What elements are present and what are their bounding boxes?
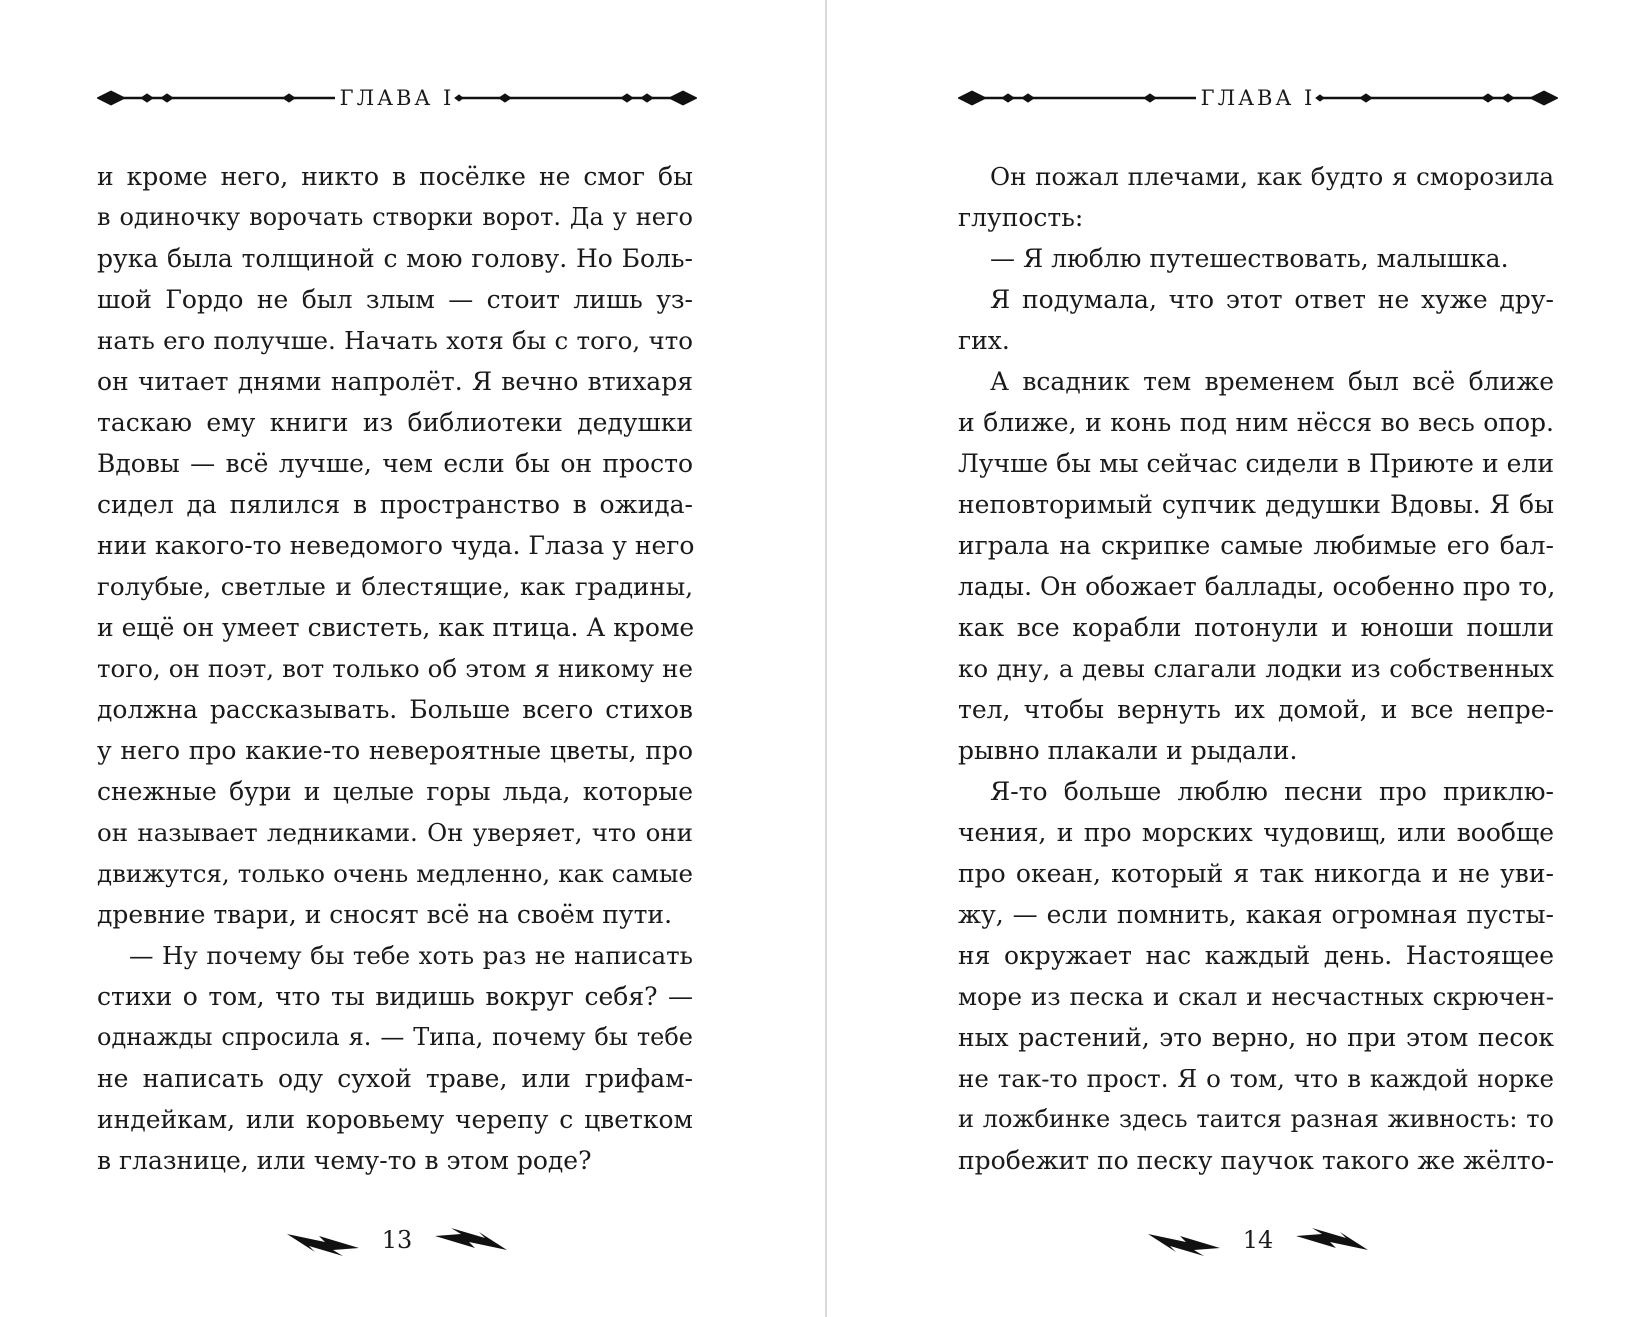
text-line: снежные бури и целые горы льда, которые (97, 777, 693, 806)
text-line: тел, чтобы вернуть их домой, и все непре- (958, 695, 1554, 724)
text-line: однажды спросила я. — Типа, почему бы тебе (97, 1023, 693, 1051)
page-number: 13 (381, 1226, 413, 1254)
text-line: чения, и про морских чудовищ, или вообще (958, 818, 1554, 847)
text-line: жу, — если помнить, какая огромная пусты- (958, 900, 1554, 929)
text-line: — Я люблю путешествовать, малышка. (990, 244, 1509, 273)
right-page (958, 0, 1558, 1317)
left-page (97, 0, 697, 1317)
text-line: ня окружает нас каждый день. Настоящее (958, 941, 1554, 970)
text-line: Он пожал плечами, как будто я сморозила (990, 162, 1554, 191)
chapter-header (958, 78, 1558, 118)
text-line: нать его получше. Начать хотя бы с того, что (97, 326, 693, 355)
text-line: и кроме него, никто в посёлке не смог бы (97, 162, 693, 191)
chapter-header (97, 78, 697, 118)
text-line: таскаю ему книги из библиотеки дедушки (97, 408, 693, 437)
page-footer (958, 1222, 1558, 1262)
text-line: про океан, который я так никогда и не уви- (958, 859, 1554, 888)
text-line: море из песка и скал и несчастных скрючен- (958, 982, 1554, 1011)
text-line: как все корабли потонули и юноши пошли (958, 613, 1554, 642)
text-line: сидел да пялился в пространство в ожида- (97, 490, 693, 519)
text-line: лады. Он обожает баллады, особенно про то, (958, 572, 1556, 601)
page-number: 14 (1242, 1226, 1274, 1254)
text-line: глупость: (958, 203, 1084, 232)
text-line: нии какого-то неведомого чуда. Глаза у него (97, 531, 695, 560)
text-line: рывно плакали и рыдали. (958, 736, 1298, 765)
text-line: играла на скрипке самые любимые его бал- (958, 531, 1554, 560)
text-line: и ложбинке здесь таится разная живность: то (958, 1105, 1554, 1133)
text-line: шой Гордо не был злым — стоит лишь уз- (97, 285, 693, 314)
text-line: Я подумала, что этот ответ не хуже дру- (990, 285, 1554, 314)
text-line: индейкам, или коровьему черепу с цветком (97, 1105, 693, 1134)
chapter-title: ГЛАВА I (339, 86, 455, 110)
text-line: А всадник тем временем был всё ближе (990, 367, 1554, 396)
page-body-text (97, 156, 693, 1181)
text-line: гих. (958, 326, 1010, 355)
text-line: неповторимый супчик дедушки Вдовы. Я бы (958, 490, 1554, 519)
text-line: ко дну, а девы слагали лодки из собственных (958, 654, 1554, 683)
book-spine (825, 0, 827, 1317)
text-line: у него про какие-то невероятные цветы, про (97, 736, 693, 765)
text-line: и ближе, и конь под ним нёсся во весь опор. (958, 408, 1554, 437)
text-line: он называет ледниками. Он уверяет, что они (97, 818, 693, 847)
text-line: того, он поэт, вот только об этом я никому не (97, 654, 693, 683)
text-line: в глазнице, или чему-то в этом роде? (97, 1146, 592, 1175)
text-line: не так-то прост. Я о том, что в каждой норке (958, 1064, 1554, 1093)
text-line: движутся, только очень медленно, как самые (97, 859, 693, 888)
text-line: он читает днями напролёт. Я вечно втихаря (97, 367, 693, 396)
page-footer (97, 1222, 697, 1262)
text-line: пробежит по песку паучок такого же жёлто- (958, 1146, 1555, 1175)
text-line: голубые, светлые и блестящие, как градины, (97, 572, 693, 601)
text-line: Вдовы — всё лучше, чем если бы он просто (97, 449, 693, 478)
text-line: не написать оду сухой траве, или грифам- (97, 1064, 693, 1093)
text-line: ных растений, это верно, но при этом песок (958, 1023, 1554, 1052)
text-line: в одиночку ворочать створки ворот. Да у него (97, 203, 693, 231)
text-line: стихи о том, что ты видишь вокруг себя? — (97, 982, 693, 1011)
text-line: Я-то больше люблю песни про приклю- (990, 777, 1554, 806)
text-line: рука была толщиной с мою голову. Но Боль- (97, 244, 693, 273)
text-line: и ещё он умеет свистеть, как птица. А кроме (97, 613, 695, 642)
text-line: древние твари, и сносят всё на своём пути. (97, 900, 673, 929)
text-line: — Ну почему бы тебе хоть раз не написать (129, 941, 693, 970)
text-line: Лучше бы мы сейчас сидели в Приюте и ели (958, 449, 1554, 478)
text-line: должна рассказывать. Больше всего стихов (97, 695, 693, 724)
page-body-text (958, 156, 1554, 1181)
chapter-title: ГЛАВА I (1200, 86, 1316, 110)
